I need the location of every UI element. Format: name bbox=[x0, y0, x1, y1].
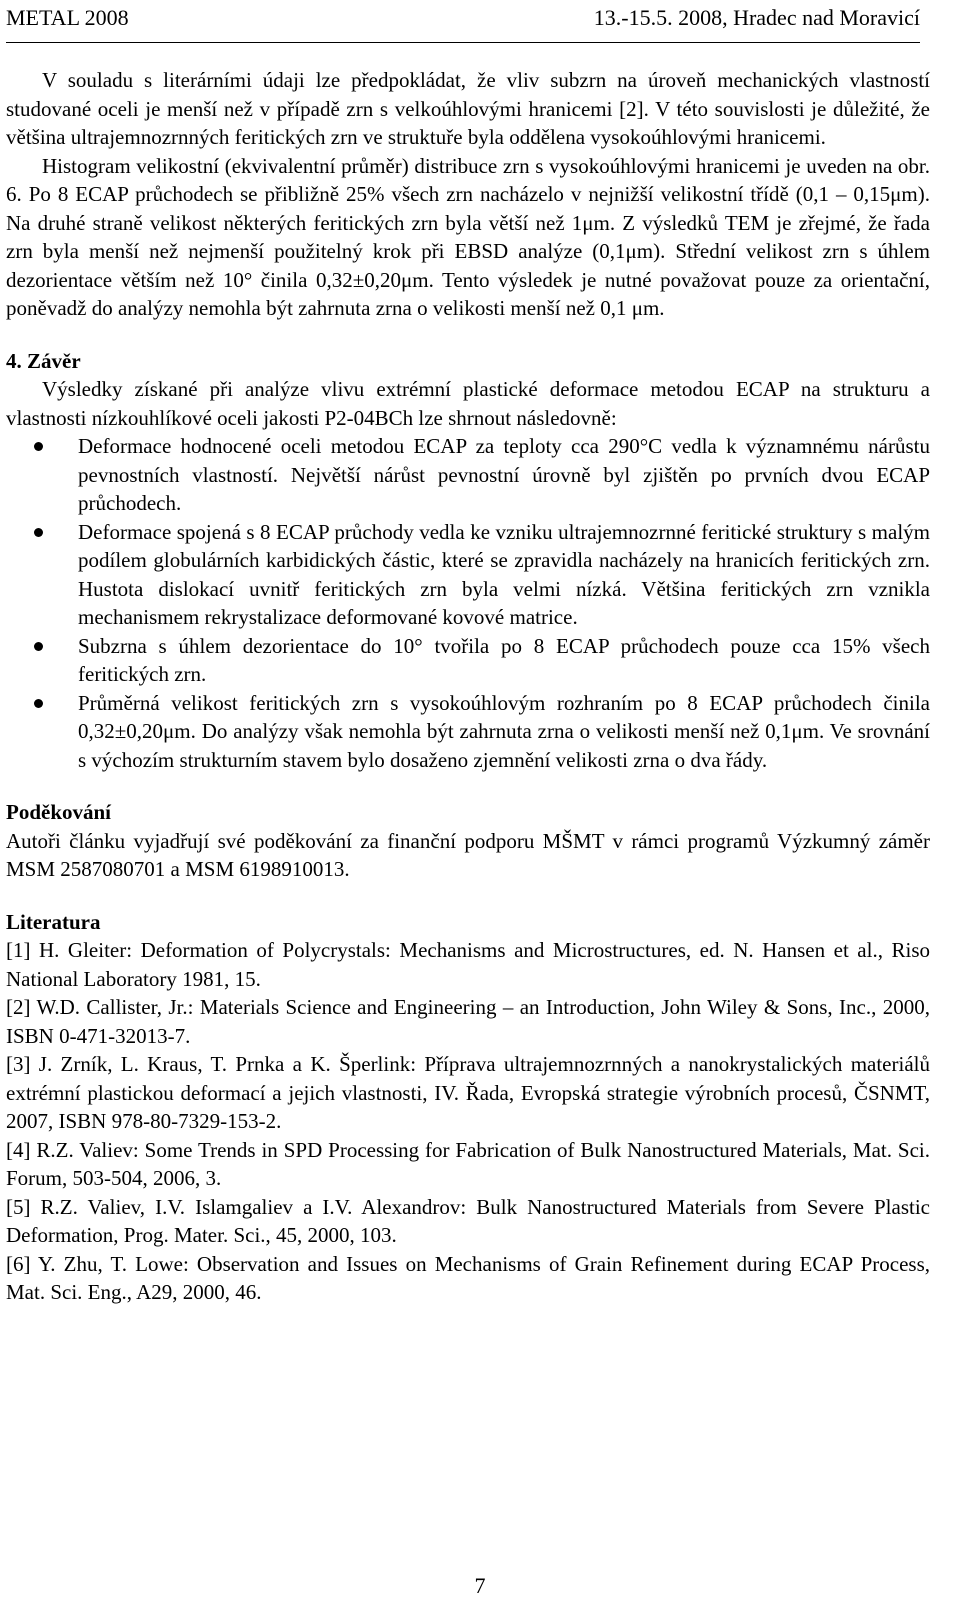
section-heading-literature: Literatura bbox=[6, 909, 101, 934]
conclusion-list bbox=[6, 432, 930, 774]
reference-item: [3] J. Zrník, L. Kraus, T. Prnka a K. Šperlink: Příprava ultrajemnozrnných a nanokrystalických materiálů extrémní plastickou deformací a jejich vlastnosti, IV. Řada, Evropská strategie výrobních procesů, ČSNMT, 2007, ISBN 978-80-7329-153-2. bbox=[6, 1052, 930, 1133]
page-number: 7 bbox=[474, 1573, 486, 1598]
page-content bbox=[6, 66, 930, 1307]
reference-list bbox=[6, 936, 930, 1307]
list-item-text: Deformace spojená s 8 ECAP průchody vedla ke vzniku ultrajemnozrnné feritické struktury s malým podílem globulárních karbidických částic, které se zpravidla nacházely na hranicích feritických zrn. Hustota dislokací uvnitř feritických zrn byla velmi nízká. Většina feritických zrn vznikla mechanismem rekrystalizace deformované kovové matrice. bbox=[78, 519, 930, 629]
reference-item: [6] Y. Zhu, T. Lowe: Observation and Issues on Mechanisms of Grain Refinement during ECAP Process, Mat. Sci. Eng., A29, 2000, 46. bbox=[6, 1251, 930, 1304]
reference-item: [5] R.Z. Valiev, I.V. Islamgaliev a I.V. Alexandrov: Bulk Nanostructured Materials from Severe Plastic Deformation, Prog. Mater. Sci., 45, 2000, 103. bbox=[6, 1194, 930, 1247]
page-header bbox=[6, 2, 920, 43]
bullet-icon bbox=[34, 442, 43, 451]
conclusion-intro: Výsledky získané při analýze vlivu extrémní plastické deformace metodou ECAP na strukturu a vlastnosti nízkouhlíkové oceli jakosti P2-04BCh lze shrnout následovně: bbox=[6, 377, 930, 430]
reference-item: [1] H. Gleiter: Deformation of Polycrystals: Mechanisms and Microstructures, ed. N. Hansen et al., Riso National Laboratory 1981, 15. bbox=[6, 938, 930, 991]
list-item bbox=[6, 689, 930, 775]
list-item-text: Subzrna s úhlem dezorientace do 10° tvořila po 8 ECAP průchodech pouze cca 15% všech feritických zrn. bbox=[78, 633, 930, 686]
list-item bbox=[6, 432, 930, 518]
list-item-text: Průměrná velikost feritických zrn s vysokoúhlovým rozhraním po 8 ECAP průchodech činila 0,32±0,20μm. Do analýzy však nemohla být zahrnuta zrna o velikosti menší než 0,1μm. Ve srovnání s výchozím strukturním stavem bylo dosaženo zjemnění velikosti zrna o dva řády. bbox=[78, 690, 930, 772]
list-item bbox=[6, 518, 930, 632]
intro-paragraph-1: V souladu s literárními údaji lze předpokládat, že vliv subzrn na úroveň mechanických vlastností studované oceli je menší než v případě zrn s velkoúhlovými hranicemi [2]. V této souvislosti je důležité, že většina ultrajemnozrnných feritických zrn ve struktuře byla oddělena vysokoúhlovými hranicemi. bbox=[6, 68, 930, 149]
intro-paragraph-2: Histogram velikostní (ekvivalentní průměr) distribuce zrn s vysokoúhlovými hranicemi je uveden na obr. 6. Po 8 ECAP průchodech se přibližně 25% všech zrn nacházelo v nejnižší velikostní třídě (0,1 – 0,15μm). Na druhé straně velikost některých feritických zrn byla větší než 1μm. Z výsledků TEM je zřejmé, že řada zrn byla menší než nejmenší použitelný krok při EBSD analýze (0,1μm). Střední velikost zrn s úhlem dezorientace větším než 10° činila 0,32±0,20μm. Tento výsledek je nutné považovat pouze za orientační, poněvadž do analýzy nemohla být zahrnuta zrna o velikosti menší než 0,1 μm. bbox=[6, 153, 930, 320]
reference-item: [2] W.D. Callister, Jr.: Materials Science and Engineering – an Introduction, John Wiley & Sons, Inc., 2000, ISBN 0-471-32013-7. bbox=[6, 995, 930, 1048]
acknowledgement-text: Autoři článku vyjadřují své poděkování za finanční podporu MŠMT v rámci programů Výzkumný záměr MSM 2587080701 a MSM 6198910013. bbox=[6, 828, 930, 881]
section-heading-acknowledgement: Poděkování bbox=[6, 800, 112, 824]
conference-name: METAL 2008 bbox=[6, 5, 129, 30]
bullet-icon bbox=[34, 699, 43, 708]
bullet-icon bbox=[34, 528, 43, 537]
bullet-icon bbox=[34, 642, 43, 651]
list-item bbox=[6, 632, 930, 689]
reference-item: [4] R.Z. Valiev: Some Trends in SPD Processing for Fabrication of Bulk Nanostructured Materials, Mat. Sci. Forum, 503-504, 2006, 3. bbox=[6, 1137, 930, 1190]
conference-date-place: 13.-15.5. 2008, Hradec nad Moravicí bbox=[593, 5, 920, 30]
list-item-text: Deformace hodnocené oceli metodou ECAP za teploty cca 290°C vedla k významnému nárůstu pevnostních vlastností. Největší nárůst pevnostní úrovně byl zjištěn po prvních dvou ECAP průchodech. bbox=[78, 434, 930, 515]
section-heading-conclusion: 4. Závěr bbox=[6, 348, 81, 373]
